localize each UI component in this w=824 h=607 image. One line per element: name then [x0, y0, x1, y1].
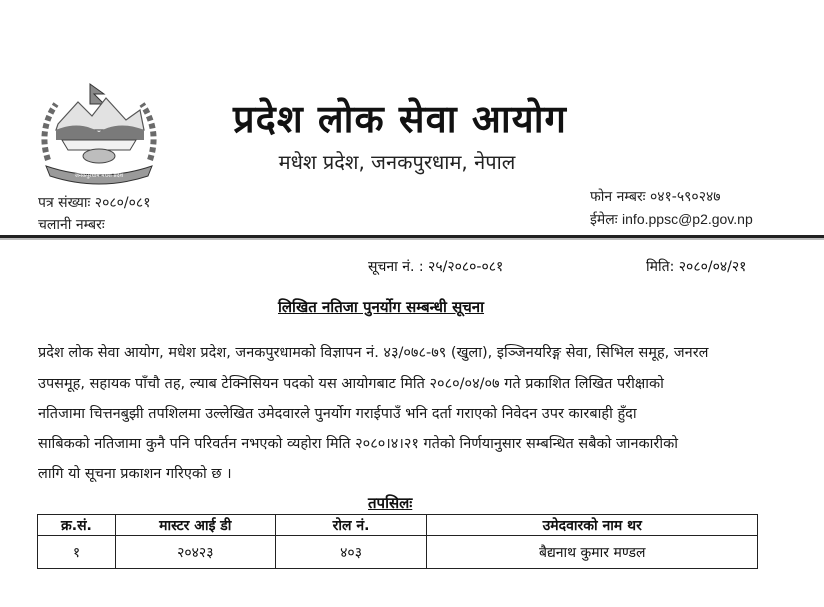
- column-header-candidate-name: उमेदवारको नाम थर: [427, 515, 758, 536]
- column-header-serial: क्र.सं.: [38, 515, 116, 536]
- phone-number: फोन नम्बरः ०४१-५९०२४७: [590, 189, 721, 205]
- notice-heading: लिखित नतिजा पुनर्योग सम्बन्धी सूचना: [278, 298, 485, 316]
- notice-date: मिति: २०८०/०४/२१: [646, 259, 747, 275]
- notice-body-line: नतिजामा चित्तनबुझी तपशिलमा उल्लेखित उमेदवारले पुनर्योग गराईपाउँ भनि दर्ता गराएको निवेदन उपर कारबाही हुँदा: [38, 406, 637, 422]
- cell-roll-no: ४०३: [275, 536, 427, 569]
- result-table: [37, 514, 758, 569]
- notice-body-line: प्रदेश लोक सेवा आयोग, मधेश प्रदेश, जनकपुरधामको विज्ञापन नं. ४३/०७८-७९ (खुला), इञ्जिनयरिङ्ग सेवा, सिभिल समूह, जनरल: [38, 345, 709, 361]
- nepal-emblem-icon: [34, 80, 164, 190]
- organization-title: प्रदेश लोक सेवा आयोग: [233, 97, 567, 141]
- column-header-roll-no: रोल नं.: [275, 515, 427, 536]
- email-address[interactable]: info.ppsc@p2.gov.np: [622, 211, 753, 227]
- letter-number: पत्र संख्याः २०८०/०८१: [38, 195, 151, 211]
- contact-block: [590, 186, 753, 231]
- dispatch-number: चलानी नम्बरः: [38, 217, 105, 233]
- organization-address: मधेश प्रदेश, जनकपुरधाम, नेपाल: [278, 150, 516, 174]
- cell-candidate-name: बैद्यनाथ कुमार मण्डल: [427, 536, 758, 569]
- column-header-master-id: मास्टर आई डी: [115, 515, 275, 536]
- notice-body-line: उपसमूह, सहायक पाँचौ तह, ल्याब टेक्निसियन पदको यस आयोगबाट मिति २०८०/०४/०७ गते प्रकाशित लिखित परीक्षाको: [38, 376, 664, 392]
- notice-body-line: साबिकको नतिजामा कुनै पनि परिवर्तन नभएको व्यहोरा मिति २०८०।४।२१ गतेको निर्णयानुसार सम्बन्धित सबैको जानकारीको: [38, 436, 679, 452]
- notice-body-line: लागि यो सूचना प्रकाशन गरिएको छ ।: [38, 466, 232, 482]
- header-divider-shadow: [0, 238, 824, 240]
- reference-block-left: [38, 192, 151, 236]
- cell-master-id: २०४२३: [115, 536, 275, 569]
- email-line: [590, 208, 753, 231]
- emblem-caption: जनकपुरधाम मधेश प्रदेश: [74, 173, 124, 179]
- table-header-row: [38, 515, 758, 536]
- cell-serial: १: [38, 536, 116, 569]
- notice-number: सूचना नं. : २५/२०८०-०८१: [368, 259, 504, 275]
- schedule-label: तपसिलः: [368, 494, 413, 512]
- table-row: [38, 536, 758, 569]
- email-label: ईमेलः: [590, 212, 623, 228]
